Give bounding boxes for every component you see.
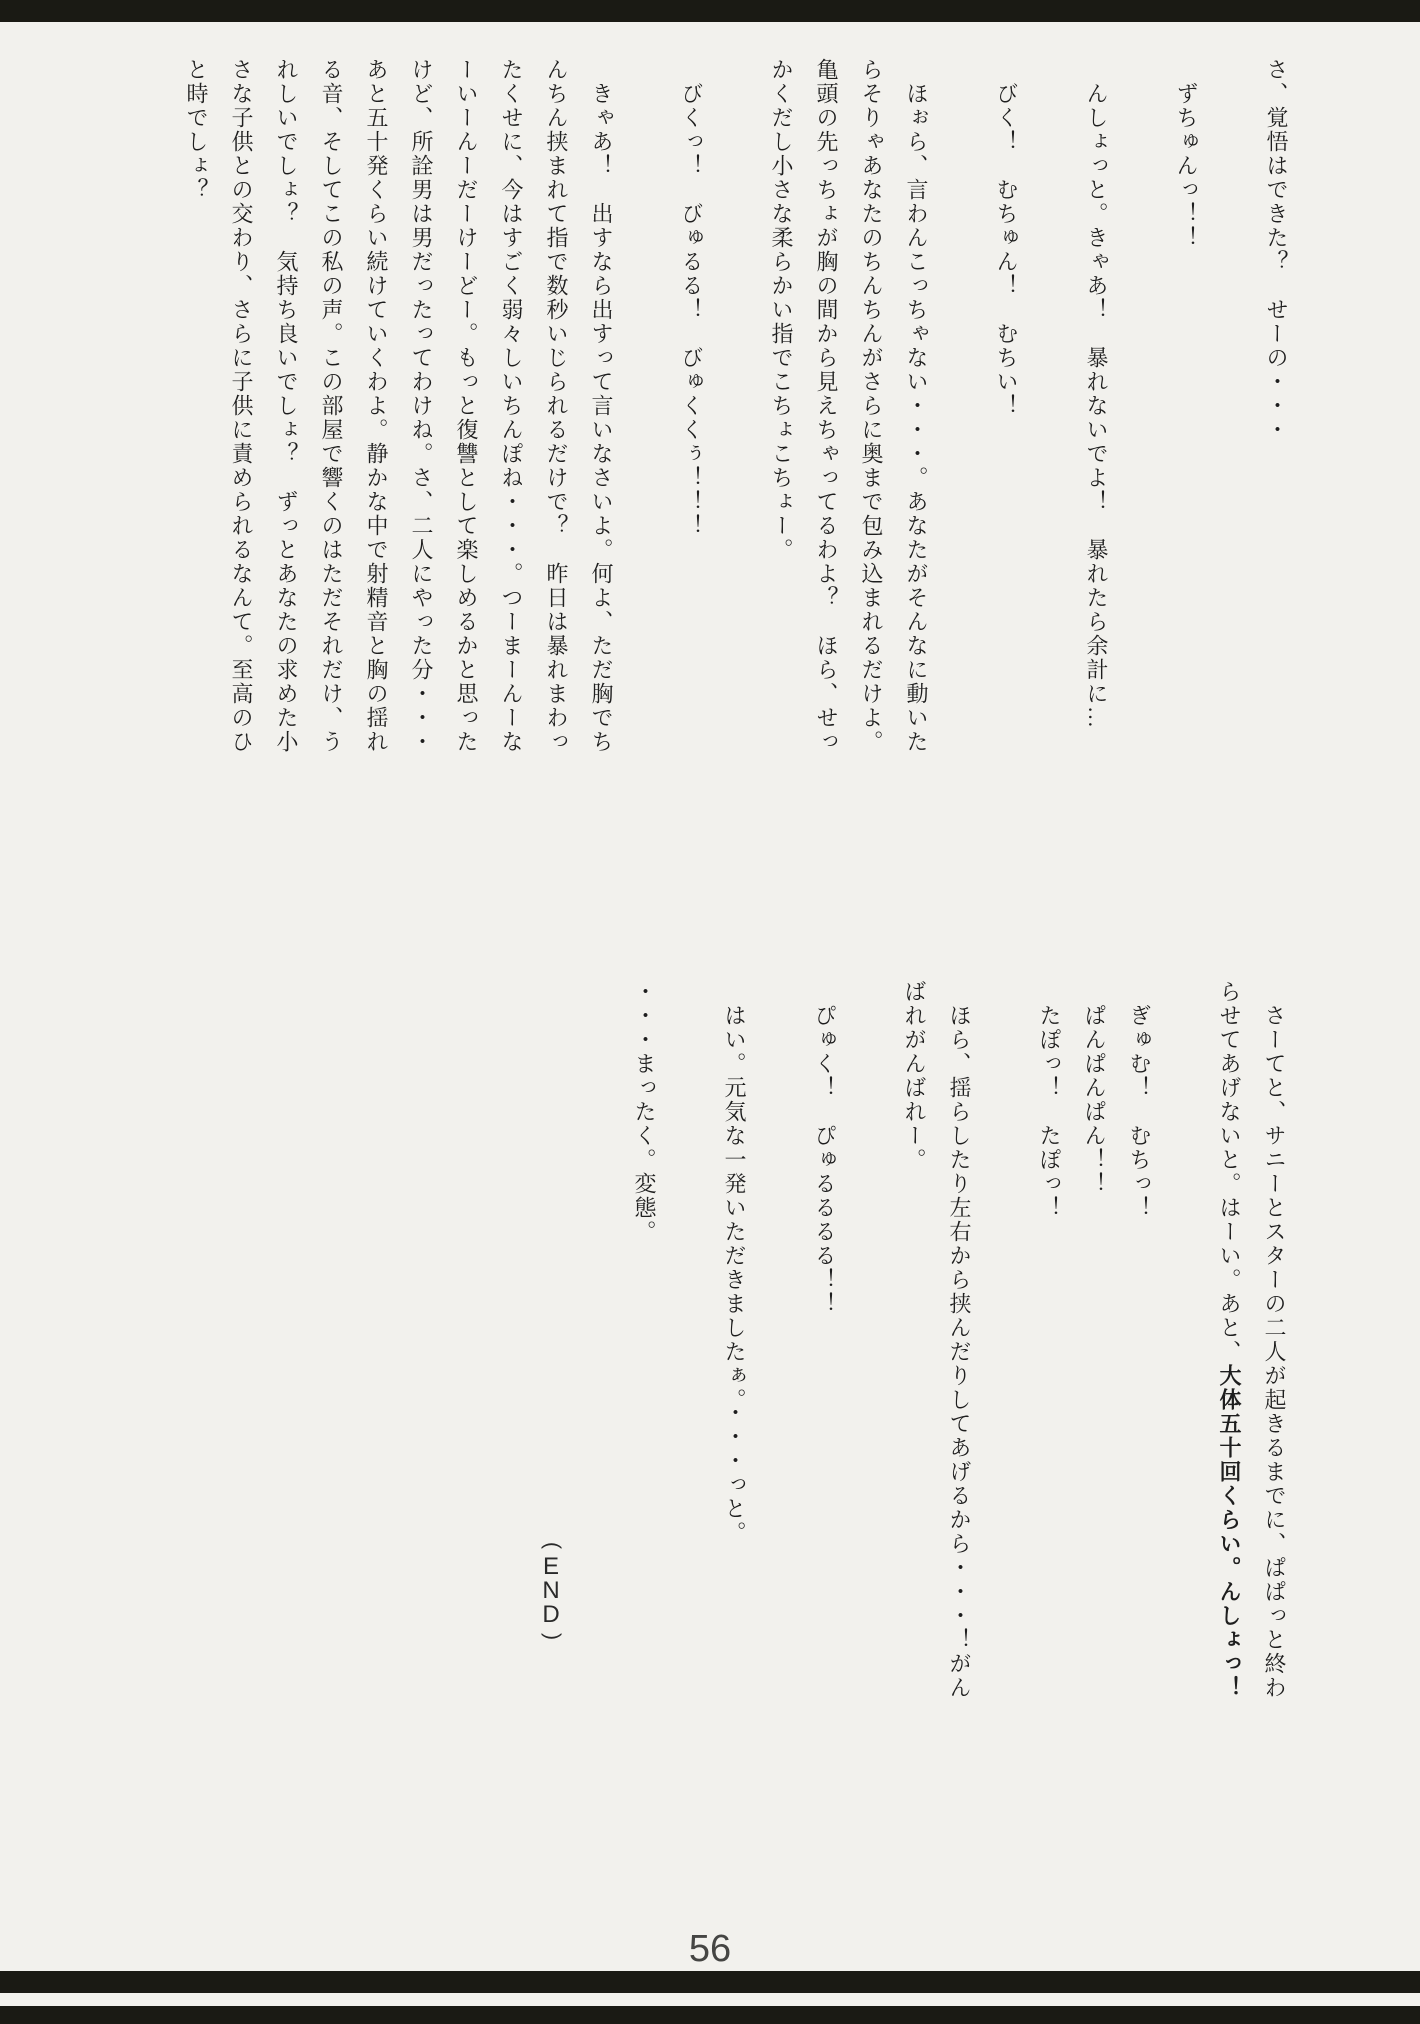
top-text-block: [174, 58, 1299, 758]
text-column-paragraph: [174, 58, 624, 758]
text-run: ずちゅんっ！！: [1174, 82, 1199, 250]
text-column-paragraph: [1074, 58, 1119, 758]
text-run: んしょっと。きゃあ！ 暴れないでよ！ 暴れたら余計に…: [1084, 82, 1109, 730]
bottom-border-bar-edge: [0, 2006, 1420, 2024]
end-mark: [536, 1536, 566, 1646]
text-column-paragraph: [622, 980, 667, 1706]
text-column-paragraph: [669, 58, 714, 758]
text-run: たぽっ！ たぽっ！: [1037, 1004, 1062, 1220]
text-run: びくっ！ びゅるる！ びゅくくぅ！！！: [679, 82, 704, 538]
bottom-text-block: [622, 980, 1297, 1706]
text-column-paragraph: [984, 58, 1029, 758]
text-run: ほら、揺らしたり左右から挟んだりしてあげるから・・・！がんばれがんばれー。: [902, 980, 972, 1700]
text-column-paragraph: [712, 980, 757, 1706]
text-run: さ、覚悟はできた？ せーの・・・: [1264, 58, 1289, 442]
emphasis-text: 大体五十回くらい。んしょっ！: [1217, 1364, 1242, 1700]
text-column-paragraph: [1207, 980, 1297, 1706]
end-mark-paren: ): [540, 1632, 564, 1640]
text-column-paragraph: [1072, 980, 1117, 1706]
top-border-bar: [0, 0, 1420, 22]
text-column-paragraph: [1027, 980, 1072, 1706]
end-mark-letter: E: [542, 1552, 559, 1580]
text-column-paragraph: [892, 980, 982, 1706]
text-column-paragraph: [1117, 980, 1162, 1706]
text-column-paragraph: [759, 58, 939, 758]
text-column-paragraph: [802, 980, 847, 1706]
end-mark-letter: N: [542, 1576, 560, 1604]
text-run: きゃあ！ 出すなら出すって言いなさいよ。何よ、ただ胸でちんちん挟まれて指で数秒いじられるだけで？ 昨日は暴れまわったくせに、今はすごく弱々しいちんぽね・・・。つーまーんーなーいーんーだーけーどー。もっと復讐として楽しめるかと思ったけど、所詮男は男だったってわけね。さ、二人にやった分・・・あと五十発くらい続けていくわよ。静かな中で射精音と胸の揺れる音、そしてこの私の声。この部屋で響くのはただそれだけ、うれしいでしょ？ 気持ち良いでしょ？ ずっとあなたの求めた小さな子供との交わり、さらに子供に責められるなんて。至高のひと時でしょ？: [184, 58, 614, 754]
text-run: ぴゅく！ ぴゅるるるる！！: [812, 1004, 837, 1316]
text-column-paragraph: [1254, 58, 1299, 758]
page-number: 56: [688, 1928, 732, 1970]
end-mark-paren: (: [540, 1541, 564, 1549]
text-run: はい。元気な一発いただきましたぁ。・・・っと。: [722, 1004, 747, 1545]
bottom-border-bar-outer: [0, 1971, 1420, 1993]
text-run: びく！ むちゅん！ むちい！: [994, 82, 1019, 418]
end-mark-letter: D: [542, 1600, 560, 1628]
text-run: ・・・まったく。変態。: [632, 980, 657, 1244]
text-run: ぎゅむ！ むちっ！: [1127, 1004, 1152, 1220]
text-run: さーてと、サニーとスターの二人が起きるまでに、ぱぱっと終わらせてあげないと。はーい。あと、: [1217, 980, 1287, 1700]
text-run: ぱんぱんぱん！！: [1082, 1004, 1107, 1196]
text-column-paragraph: [1164, 58, 1209, 758]
text-run: ほぉら、言わんこっちゃない・・・。あなたがそんなに動いたらそりゃあなたのちんちんがさらに奥まで包み込まれるだけよ。亀頭の先っちょが胸の間から見えちゃってるわよ？ ほら、せっかくだし小さな柔らかい指でこちょこちょー。: [769, 58, 929, 754]
